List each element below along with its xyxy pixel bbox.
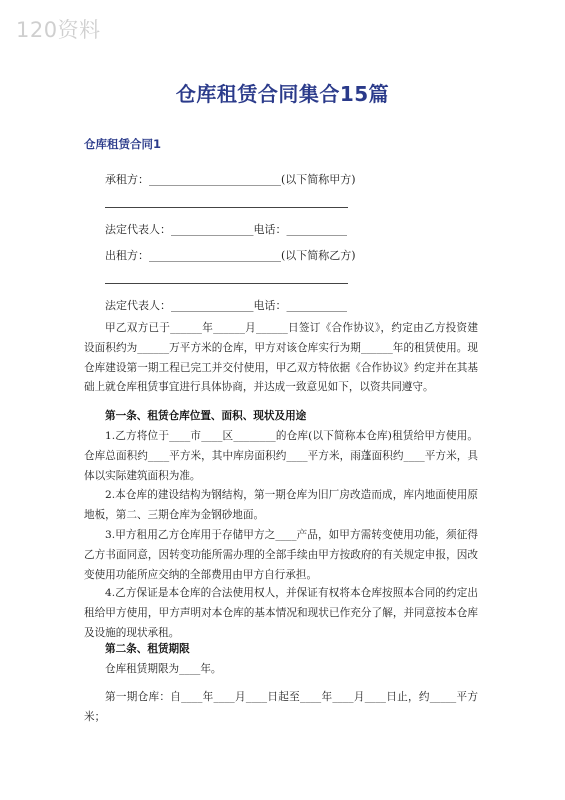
article1-heading: 第一条、租赁仓库位置、面积、现状及用途: [105, 410, 307, 422]
document-title: 仓库租赁合同集合15篇: [175, 82, 390, 106]
article1-clause4: 4.乙方保证是本仓库的合法使用权人，并保证有权将本仓库按照本合同的约定出租给甲方使用，甲方声明对本仓库的基本情况和现状已作充分了解，并同意按本仓库及设施的现状承租。: [84, 587, 478, 639]
intro-paragraph: 甲乙双方已于______年______月______日签订《合作协议》，约定由乙方投资建设面积约为______万平方米的仓库，甲方对该仓库实行为期______年的租赁使用。现仓库建设第一期工程已完工并交付使用，甲乙双方特依据《合作协议》约定并在其基础上就仓库租赁事宜进行具体协商，并达成一致意见如下，以资共同遵守。: [84, 322, 478, 394]
lessor-label: 出租方：: [105, 249, 149, 262]
lessor-rep-line: [105, 297, 347, 313]
lessee-line: [105, 171, 356, 187]
lessee-blank: ________________________: [149, 173, 281, 186]
rep-blank: _______________: [171, 223, 254, 236]
lessee-address-line: [105, 207, 348, 208]
lessor-line: [105, 247, 356, 263]
phone-label: 电话：: [253, 223, 287, 236]
lessee-suffix: (以下简称甲方): [281, 173, 356, 186]
lessor-blank: ________________________: [149, 249, 281, 262]
lessee-label: 承租方：: [105, 173, 149, 186]
lessee-rep-line: [105, 221, 347, 237]
article2-phase1: 第一期仓库：自____年____月____日起至____年____月____日止，约_____平方米；: [84, 691, 478, 723]
rep-label: 法定代表人：: [105, 223, 171, 236]
rep-label: 法定代表人：: [105, 299, 171, 312]
rep-blank: _______________: [171, 299, 254, 312]
section-title: 仓库租赁合同1: [84, 137, 162, 151]
lessor-suffix: (以下简称乙方): [281, 249, 356, 262]
article1-clause3: 3.甲方租用乙方仓库用于存储甲方之____产品，如甲方需转变使用功能，须征得乙方书面同意，因转变功能所需办理的全部手续由甲方按政府的有关规定申报，因改变使用功能所应交纳的全部费用由甲方自行承担。: [84, 529, 478, 581]
article2-heading: 第二条、租赁期限: [105, 643, 190, 655]
watermark: 120资料: [16, 18, 101, 42]
article2-term: 仓库租赁期限为____年。: [105, 663, 222, 675]
article1-clause1: 1.乙方将位于____市____区________的仓库(以下简称本仓库)租赁给甲方使用。仓库总面积约____平方米，其中库房面积约____平方米，雨蓬面积约____平方米，具体以实际建筑面积为准。: [84, 430, 478, 482]
phone-label: 电话：: [253, 299, 287, 312]
phone-blank: ___________: [286, 223, 347, 236]
phone-blank: ___________: [286, 299, 347, 312]
lessor-address-line: [105, 283, 348, 284]
article1-clause2: 2.本仓库的建设结构为钢结构，第一期仓库为旧厂房改造而成，库内地面使用原地板，第二、三期仓库为金钢砂地面。: [84, 489, 478, 521]
